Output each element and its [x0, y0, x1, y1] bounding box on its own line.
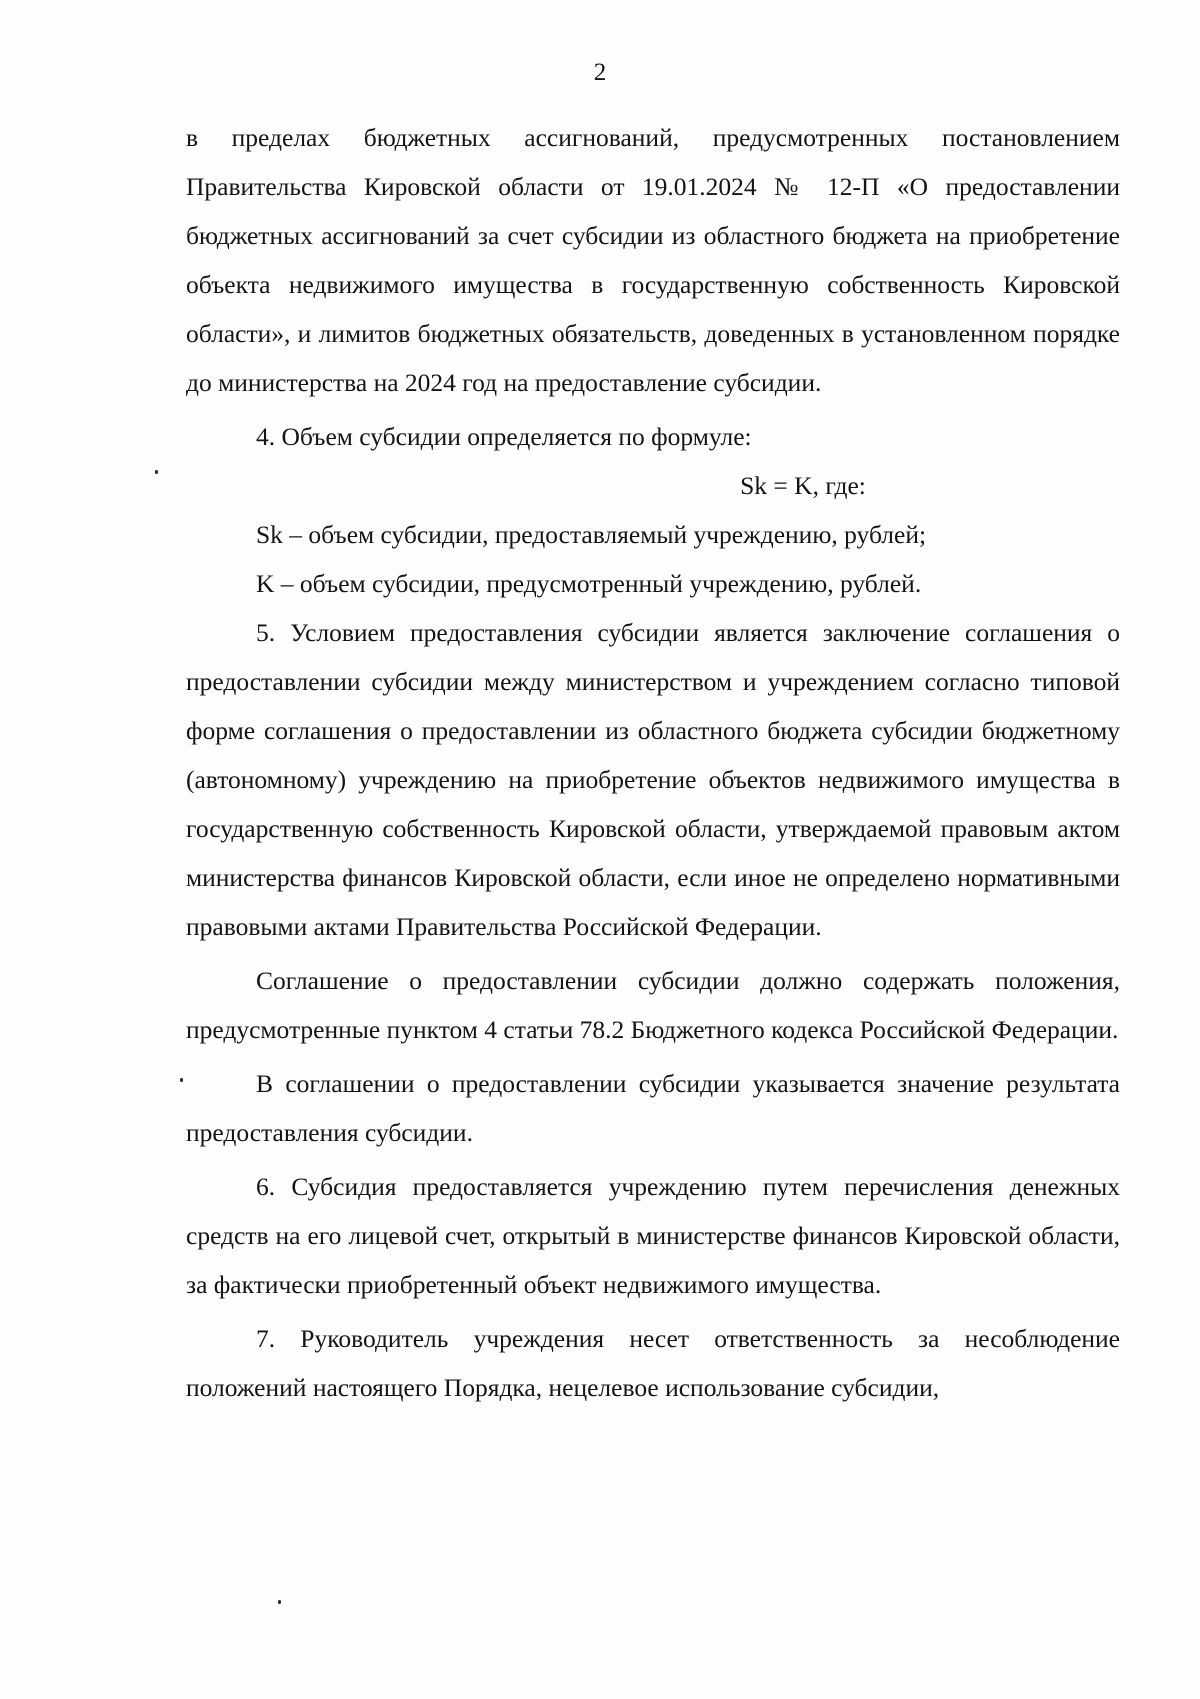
scan-speck	[180, 1078, 183, 1082]
formula-definition-k: K – объем субсидии, предусмотренный учреждению, рублей.	[256, 569, 922, 598]
page-number: 2	[593, 59, 607, 86]
paragraph-clause-6: 6. Субсидия предоставляется учреждению путем перечисления денежных средств на его лицевой счет, открытый в министерстве финансов Кировской области, за фактически приобретенный объект недвижимого имущества.	[186, 1172, 1120, 1299]
paragraph-agreement-provisions: Соглашение о предоставлении субсидии должно содержать положения, предусмотренные пунктом 4 статьи 78.2 Бюджетного кодекса Российской Федерации.	[186, 966, 1120, 1044]
paragraph-clause-5: 5. Условием предоставления субсидии является заключение соглашения о предоставлении субсидии между министерством и учреждением согласно типовой форме соглашения о предоставлении из областного бюджета субсидии бюджетному (автономному) учреждению на приобретение объектов недвижимого имущества в государственную собственность Кировской области, утверждаемой правовым актом министерства финансов Кировской области, если иное не определено нормативными правовыми актами Правительства Российской Федерации.	[186, 618, 1120, 941]
paragraph-clause-7: 7. Руководитель учреждения несет ответственность за несоблюдение положений настоящего Порядка, нецелевое использование субсидии,	[186, 1324, 1120, 1402]
scan-speck	[278, 1600, 281, 1604]
formula: Sk = K, где:	[740, 471, 866, 500]
paragraph-budget-allocations: в пределах бюджетных ассигнований, предусмотренных постановлением Правительства Кировской области от 19.01.2024 № 12-П «О предоставлении бюджетных ассигнований за счет субсидии из областного бюджета на приобретение объекта недвижимого имущества в государственную собственность Кировской области», и лимитов бюджетных обязательств, доведенных в установленном порядке до министерства на 2024 год на предоставление субсидии.	[186, 123, 1120, 397]
scan-speck	[155, 470, 158, 474]
document-body	[186, 113, 1120, 1412]
paragraph-clause-4: 4. Объем субсидии определяется по формуле:	[256, 422, 752, 451]
formula-definition-sk: Sk – объем субсидии, предоставляемый учреждению, рублей;	[256, 520, 927, 549]
paragraph-agreement-result: В соглашении о предоставлении субсидии указывается значение результата предоставления субсидии.	[186, 1069, 1120, 1147]
